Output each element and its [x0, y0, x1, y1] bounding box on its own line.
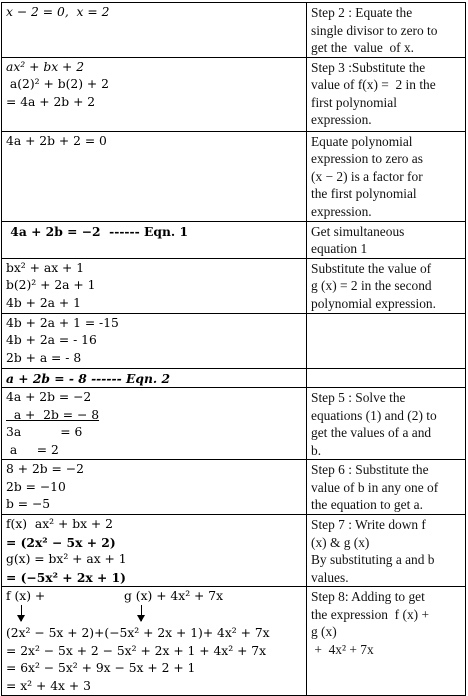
explanation-line: Step 8: Adding to get: [311, 589, 425, 604]
explanation-line: the expression f (x) +: [311, 606, 429, 622]
explanation-line: Step 3 :Substitute the: [311, 59, 426, 75]
math-cell: [2, 515, 307, 587]
table-row: [2, 388, 466, 460]
explanation-line: the first polynomial: [311, 186, 417, 201]
explanation-line: polynomial expression.: [311, 295, 436, 311]
explanation-line: value of b in any one of: [311, 479, 439, 495]
equation-2-line: a + 2b = - 8 ------ Eqn. 2: [6, 370, 171, 386]
explanation-cell: [307, 258, 466, 313]
math-line: a = 2: [6, 442, 59, 457]
explanation-line: the equation to get a.: [311, 497, 423, 512]
explanation-cell: [307, 313, 466, 368]
function-sum-header: [6, 588, 302, 625]
explanation-line: expression.: [311, 203, 372, 219]
explanation-line: Step 2 : Equate the: [311, 5, 413, 20]
solution-table-container: [1, 2, 466, 693]
math-line: f(x) ax² + bx + 2: [6, 517, 113, 531]
math-line: = x² + 4x + 3: [6, 678, 91, 693]
math-line: g(x) = bx² + ax + 1: [6, 552, 127, 566]
f-of-x-label: f (x) +: [6, 589, 46, 603]
explanation-line: single divisor to zero to: [311, 22, 438, 38]
math-cell: [2, 460, 307, 515]
math-line: bx² + ax + 1: [6, 260, 85, 275]
math-line: 4b + 2a + 1: [6, 295, 81, 310]
math-cell: [2, 368, 307, 388]
table-row: [2, 57, 466, 131]
explanation-cell: [307, 131, 466, 221]
math-cell: [2, 221, 307, 258]
explanation-cell: [307, 57, 466, 131]
explanation-line: first polynomial: [311, 94, 397, 110]
explanation-line: values.: [311, 569, 349, 585]
explanation-line: (x − 2) is a factor for: [311, 168, 423, 184]
math-line: 4a + 2b + 2 = 0: [6, 133, 107, 148]
math-cell: [2, 587, 307, 696]
explanation-cell: [307, 587, 466, 696]
math-line: 4b + 2a + 1 = -15: [6, 315, 119, 330]
explanation-line: b.: [311, 442, 322, 458]
explanation-line: get the value of x.: [311, 40, 414, 55]
explanation-cell: [307, 460, 466, 515]
explanation-cell: [307, 3, 466, 58]
explanation-line: equations (1) and (2) to: [311, 407, 437, 423]
explanation-line: Equate polynomial: [311, 133, 413, 149]
explanation-cell: [307, 221, 466, 258]
table-row: [2, 368, 466, 388]
math-line: 4a + 2b = −2: [6, 390, 92, 404]
explanation-line: (x) & g (x): [311, 534, 370, 550]
math-cell: [2, 3, 307, 58]
math-line: x − 2 = 0, x = 2: [6, 5, 110, 19]
table-row: [2, 131, 466, 221]
explanation-line: expression.: [311, 112, 372, 127]
math-line: 2b = −10: [6, 479, 66, 494]
down-arrow-icon: [141, 605, 142, 621]
math-line: ax² + bx + 2: [6, 59, 85, 74]
explanation-line: g (x): [311, 624, 337, 639]
explanation-cell: [307, 388, 466, 460]
explanation-line: + 4x² + 7x: [311, 641, 374, 657]
explanation-line: Get simultaneous: [311, 223, 405, 239]
math-line: = 4a + 2b + 2: [6, 94, 96, 109]
math-line: b = −5: [6, 497, 51, 511]
math-line: = 6x² − 5x² + 9x − 5x + 2 + 1: [6, 661, 196, 675]
math-line: a(2)² + b(2) + 2: [6, 77, 109, 91]
explanation-line: get the values of a and: [311, 425, 432, 440]
math-line: 2b + a = - 8: [6, 350, 82, 365]
table-row: [2, 3, 466, 58]
math-line: 8 + 2b = −2: [6, 462, 84, 476]
math-line: = (−5x² + 2x + 1): [6, 569, 126, 585]
explanation-line: By substituting a and b: [311, 552, 435, 567]
explanation-line: Substitute the value of: [311, 260, 432, 276]
table-row: [2, 313, 466, 368]
explanation-cell: [307, 515, 466, 587]
math-line: a + 2b = − 8: [6, 407, 100, 422]
table-row: [2, 258, 466, 313]
math-cell: [2, 57, 307, 131]
explanation-cell: [307, 368, 466, 388]
math-line: (2x² − 5x + 2)+(−5x² + 2x + 1)+ 4x² + 7x: [6, 626, 270, 640]
math-cell: [2, 388, 307, 460]
explanation-line: equation 1: [311, 241, 368, 256]
math-line: = (2x² − 5x + 2): [6, 534, 116, 550]
down-arrow-icon: [21, 605, 22, 621]
table-row: [2, 460, 466, 515]
g-of-x-label: g (x) + 4x² + 7x: [124, 589, 223, 603]
math-cell: [2, 313, 307, 368]
math-line: b(2)² + 2a + 1: [6, 278, 96, 292]
table-row: [2, 221, 466, 258]
math-line: 4b + 2a = - 16: [6, 333, 97, 347]
explanation-line: expression to zero as: [311, 151, 423, 166]
equation-1-line: 4a + 2b = −2 ------ Eqn. 1: [6, 223, 189, 239]
explanation-line: Step 7 : Write down f: [311, 517, 426, 532]
table-row: [2, 587, 466, 696]
math-cell: [2, 258, 307, 313]
explanation-line: Step 5 : Solve the: [311, 390, 406, 405]
explanation-line: value of f(x) = 2 in the: [311, 77, 436, 92]
explanation-line: Step 6 : Substitute the: [311, 462, 429, 477]
math-line: = 2x² − 5x + 2 − 5x² + 2x + 1 + 4x² + 7x: [6, 643, 267, 658]
solution-table: [1, 2, 466, 696]
math-line: 3a = 6: [6, 425, 83, 439]
math-cell: [2, 131, 307, 221]
explanation-line: g (x) = 2 in the second: [311, 278, 432, 293]
table-row: [2, 515, 466, 587]
